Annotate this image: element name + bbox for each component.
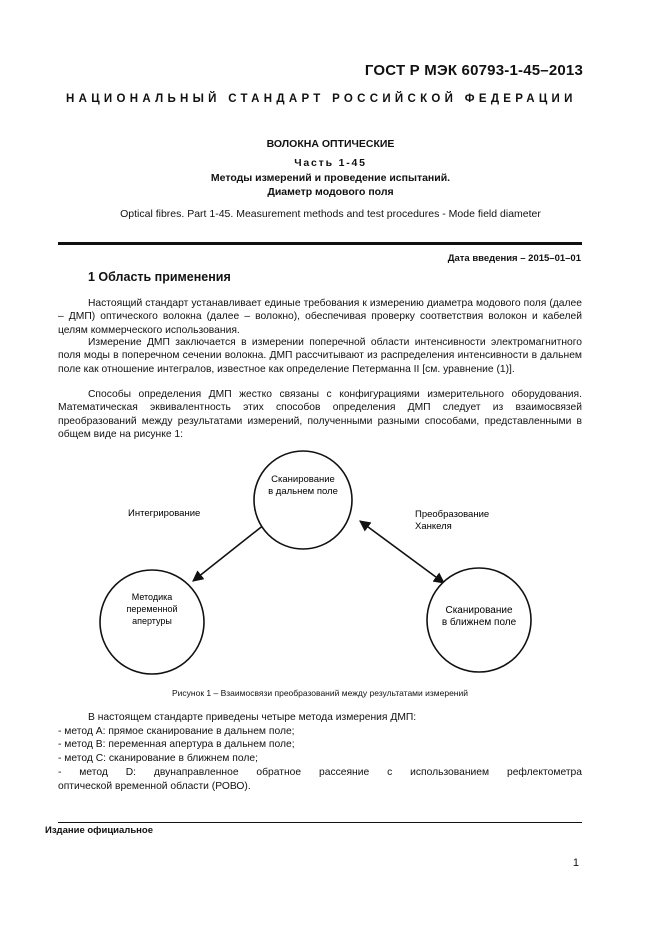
far-field-label-2: в дальнем поле — [268, 486, 338, 497]
document-subtitle — [58, 171, 603, 199]
official-edition-label: Издание официальное — [45, 825, 153, 836]
footer-divider — [58, 822, 582, 823]
method-c: - метод С: сканирование в ближнем поле; — [58, 753, 258, 765]
method-b: - метод В: переменная апертура в дальнем поле; — [58, 739, 295, 751]
integration-label: Интегрирование — [128, 508, 201, 519]
variable-aperture-label-3: апертуры — [132, 616, 172, 626]
far-field-node — [254, 451, 352, 549]
paragraph-2: Измерение ДМП заключается в измерении поперечной области интенсивности электромагнитного поля моды в поперечном сечении волокна. ДМП рассчитывают из распределения интенсивности в дальнем поле как отношение интегралов, известное как определение Петерманна II [см. уравнение (1)]. — [58, 337, 582, 375]
hankel-label-2: Ханкеля — [415, 521, 452, 532]
far-field-label-1: Сканирование — [271, 474, 335, 485]
subtitle-line-1: Методы измерений и проведение испытаний. — [210, 172, 451, 184]
paragraph-1: Настоящий стандарт устанавливает единые требования к измерению диаметра модового поля (далее – ДМП) оптического волокна (далее – волокно), обеспечивая проверку соответствия волокон и кабелей целям коммерческого использования. — [58, 298, 582, 336]
introduction-date: Дата введения – 2015–01–01 — [447, 253, 581, 264]
variable-aperture-label-2: переменной — [126, 604, 178, 614]
method-a: - метод А: прямое сканирование в дальнем поле; — [58, 725, 295, 737]
national-standard-banner: НАЦИОНАЛЬНЫЙ СТАНДАРТ РОССИЙСКОЙ ФЕДЕРАЦИИ — [66, 93, 577, 105]
figure-1-diagram — [58, 450, 582, 680]
figure-caption: Рисунок 1 – Взаимосвязи преобразований между результатами измерений — [172, 688, 468, 698]
near-field-label-1: Сканирование — [445, 605, 513, 616]
document-part: Часть 1-45 — [294, 157, 367, 169]
document-number: ГОСТ Р МЭК 60793-1-45–2013 — [364, 62, 583, 79]
method-d-line-1: - метод D: двунаправленное обратное рассеяние с использованием рефлектометра — [58, 766, 582, 778]
paragraph-3: Способы определения ДМП жестко связаны с конфигурациями измерительного оборудования. Математическая эквивалентность этих способов определения ДМП следует из взаимосвязей преобразований между результатами измерений, полученными разными способами, представленными в общем виде на рисунке 1: — [58, 389, 582, 440]
subtitle-line-2: Диаметр модового поля — [267, 186, 394, 198]
variable-aperture-label-1: Методика — [131, 592, 173, 602]
english-title: Optical fibres. Part 1-45. Measurement methods and test procedures - Mode field diameter — [120, 208, 541, 220]
near-field-label-2: в ближнем поле — [441, 617, 517, 628]
header-divider — [58, 242, 582, 245]
document-title: ВОЛОКНА ОПТИЧЕСКИЕ — [266, 138, 395, 150]
page-number: 1 — [572, 857, 579, 869]
hankel-label-1: Преобразование — [415, 509, 490, 520]
method-d-line-2: оптической временной области (РОВО). — [58, 780, 251, 792]
section-heading: 1 Область применения — [88, 270, 231, 284]
methods-intro: В настоящем стандарте приведены четыре метода измерения ДМП: — [88, 712, 417, 723]
integration-arrow — [193, 524, 265, 581]
methods-list — [58, 711, 582, 793]
